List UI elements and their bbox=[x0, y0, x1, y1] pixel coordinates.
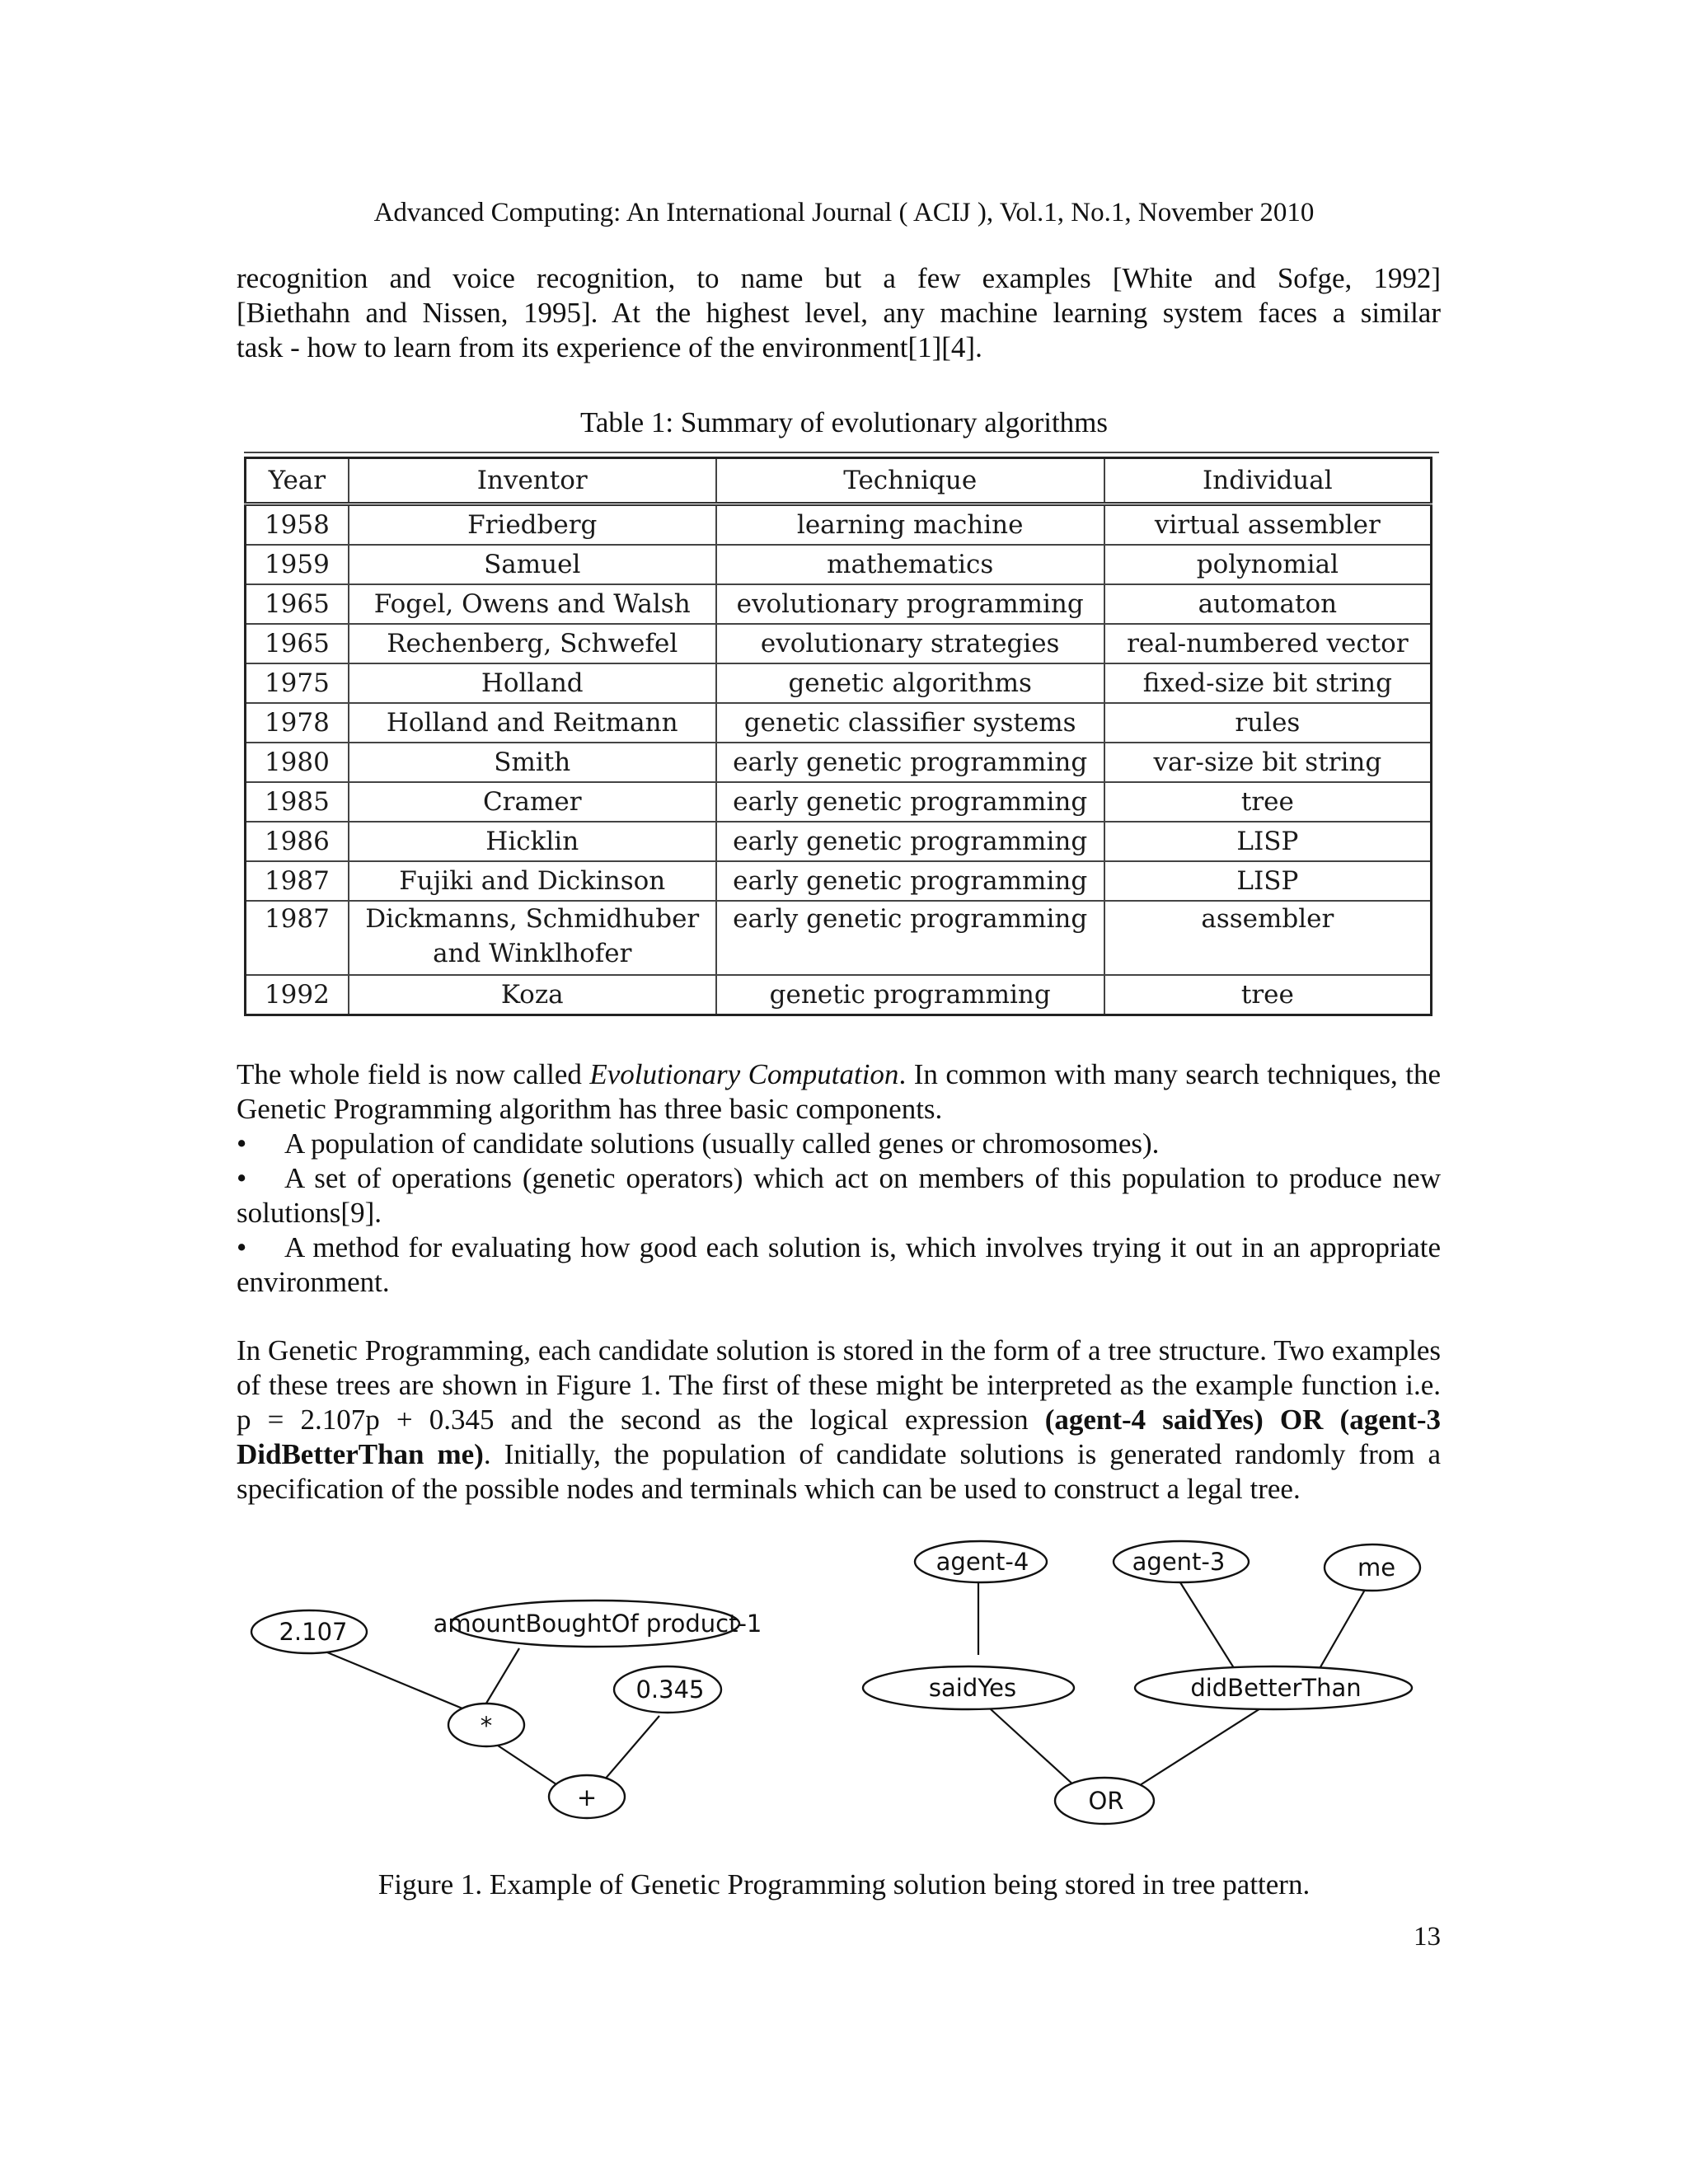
cell-year: 1987 bbox=[246, 901, 349, 975]
bullet-item bbox=[237, 1127, 1441, 1161]
cell-year: 1985 bbox=[246, 782, 349, 822]
intro-line-2: [Biethahn and Nissen, 1995]. At the highest level, any machine learning system faces a similar bbox=[237, 297, 1441, 329]
tree-text-2: . Initially, the population of candidate solutions is generated randomly from a specification of the possible nodes and terminals which can be used to construct a legal tree. bbox=[237, 1438, 1441, 1505]
cell-individual: polynomial bbox=[1104, 545, 1432, 584]
cell-inventor: Samuel bbox=[349, 545, 716, 584]
table-row bbox=[246, 861, 1432, 901]
edge bbox=[482, 1648, 519, 1710]
cell-technique: early genetic programming bbox=[716, 782, 1104, 822]
gp-tree-figure bbox=[231, 1533, 1434, 1846]
cell-individual: assembler bbox=[1104, 901, 1432, 975]
table-caption: Table 1: Summary of evolutionary algorithms bbox=[579, 406, 1109, 438]
cell-individual: real-numbered vector bbox=[1104, 624, 1432, 663]
header-year: Year bbox=[246, 458, 349, 504]
bullet-dot: • bbox=[237, 1162, 247, 1194]
bullet-dot: • bbox=[237, 1231, 247, 1263]
bullet-item bbox=[237, 1230, 1441, 1300]
node-agent4-label: agent-4 bbox=[935, 1548, 1029, 1576]
cell-individual: LISP bbox=[1104, 822, 1432, 861]
node-0345-label: 0.345 bbox=[635, 1675, 705, 1704]
node-amount-label: amountBoughtOf product-1 bbox=[433, 1610, 762, 1638]
cell-year: 1987 bbox=[246, 861, 349, 901]
cell-technique: evolutionary strategies bbox=[716, 624, 1104, 663]
table-row bbox=[246, 901, 1432, 975]
edge bbox=[981, 1700, 1076, 1787]
cell-inventor: Fujiki and Dickinson bbox=[349, 861, 716, 901]
edge bbox=[1179, 1580, 1240, 1677]
cell-individual: tree bbox=[1104, 782, 1432, 822]
node-didbetter-label: didBetterThan bbox=[1190, 1674, 1362, 1702]
bullet-text: A set of operations (genetic operators) which act on members of this population to produce new solutions[9]. bbox=[237, 1162, 1441, 1229]
table-row bbox=[246, 743, 1432, 782]
cell-inventor: Hicklin bbox=[349, 822, 716, 861]
bullet-text: A population of candidate solutions (usually called genes or chromosomes). bbox=[284, 1127, 1160, 1160]
table-row bbox=[246, 584, 1432, 624]
running-header: Advanced Computing: An International Journal ( ACIJ ), Vol.1, No.1, November 2010 bbox=[373, 198, 1315, 227]
cell-individual: automaton bbox=[1104, 584, 1432, 624]
node-me-label: me bbox=[1357, 1554, 1396, 1582]
header-inventor: Inventor bbox=[349, 458, 716, 504]
table-row bbox=[246, 504, 1432, 546]
cell-technique: genetic programming bbox=[716, 975, 1104, 1015]
cell-individual: tree bbox=[1104, 975, 1432, 1015]
cell-individual: var-size bit string bbox=[1104, 743, 1432, 782]
cell-technique: early genetic programming bbox=[716, 861, 1104, 901]
tree-text-1: In Genetic Programming, each candidate solution is stored in the form of a tree structure. Two examples of these trees are shown in Figure 1. The first of these might be interpreted as the example function i.e. p = 2.107p + 0.345 and the second as the logical expression bbox=[237, 1334, 1441, 1436]
cell-inventor: Cramer bbox=[349, 782, 716, 822]
table-row bbox=[246, 975, 1432, 1015]
table-row bbox=[246, 822, 1432, 861]
cell-individual: fixed-size bit string bbox=[1104, 663, 1432, 703]
field-emphasis: Evolutionary Computation bbox=[589, 1058, 899, 1090]
cell-individual: LISP bbox=[1104, 861, 1432, 901]
cell-year: 1986 bbox=[246, 822, 349, 861]
cell-inventor: Holland and Reitmann bbox=[349, 703, 716, 743]
cell-technique: genetic classifier systems bbox=[716, 703, 1104, 743]
node-times-label: * bbox=[480, 1712, 493, 1740]
cell-technique: learning machine bbox=[716, 504, 1104, 546]
table-header-row bbox=[246, 458, 1432, 504]
node-or-label: OR bbox=[1088, 1787, 1124, 1815]
table-row bbox=[246, 624, 1432, 663]
cell-year: 1958 bbox=[246, 504, 349, 546]
evolutionary-algorithms-table bbox=[244, 457, 1432, 1016]
intro-paragraph bbox=[237, 261, 1441, 365]
cell-inventor: Koza bbox=[349, 975, 716, 1015]
cell-inventor: Holland bbox=[349, 663, 716, 703]
bullet-item bbox=[237, 1161, 1441, 1230]
edge bbox=[1137, 1700, 1273, 1787]
cell-year: 1965 bbox=[246, 584, 349, 624]
cell-technique: evolutionary programming bbox=[716, 584, 1104, 624]
node-2107-label: 2.107 bbox=[279, 1618, 348, 1646]
table-top-rule bbox=[244, 452, 1439, 453]
cell-inventor: Dickmanns, Schmidhuber and Winklhofer bbox=[349, 901, 716, 975]
components-section bbox=[237, 1057, 1441, 1300]
figure-caption: Figure 1. Example of Genetic Programming solution being stored in tree pattern. bbox=[377, 1868, 1311, 1900]
node-agent3-label: agent-3 bbox=[1132, 1548, 1226, 1576]
field-text-before: The whole field is now called bbox=[237, 1058, 590, 1090]
node-saidyes-label: saidYes bbox=[928, 1674, 1017, 1702]
tree-text-bold: (agent-4 saidYes) OR (agent-3 DidBetterThan me) bbox=[237, 1404, 1441, 1470]
table-row bbox=[246, 782, 1432, 822]
cell-technique: early genetic programming bbox=[716, 901, 1104, 975]
edge bbox=[317, 1648, 486, 1718]
tree-labels bbox=[279, 1548, 1395, 1815]
node-plus-label: + bbox=[576, 1783, 598, 1811]
header-individual: Individual bbox=[1104, 458, 1432, 504]
cell-technique: genetic algorithms bbox=[716, 663, 1104, 703]
bullet-text: A method for evaluating how good each solution is, which involves trying it out in an appropriate environment. bbox=[237, 1231, 1441, 1298]
cell-year: 1959 bbox=[246, 545, 349, 584]
page-number: 13 bbox=[1414, 1922, 1441, 1952]
intro-line-3: task - how to learn from its experience of the environment[1][4]. bbox=[237, 331, 982, 363]
table-container bbox=[244, 452, 1439, 1016]
intro-line-1: recognition and voice recognition, to name but a few examples [White and Sofge, 1992] bbox=[237, 262, 1441, 294]
header-technique: Technique bbox=[716, 458, 1104, 504]
cell-year: 1992 bbox=[246, 975, 349, 1015]
cell-year: 1965 bbox=[246, 624, 349, 663]
edge bbox=[1315, 1584, 1368, 1677]
cell-individual: rules bbox=[1104, 703, 1432, 743]
field-paragraph bbox=[237, 1057, 1441, 1127]
cell-inventor: Smith bbox=[349, 743, 716, 782]
cell-year: 1975 bbox=[246, 663, 349, 703]
cell-technique: early genetic programming bbox=[716, 743, 1104, 782]
cell-inventor: Rechenberg, Schwefel bbox=[349, 624, 716, 663]
field-text-after: . In common with many search techniques, the Genetic Programming algorithm has three basic components. bbox=[237, 1058, 1441, 1125]
table-row bbox=[246, 703, 1432, 743]
tree-paragraph bbox=[237, 1333, 1441, 1507]
bullet-dot: • bbox=[237, 1127, 247, 1160]
cell-inventor: Friedberg bbox=[349, 504, 716, 546]
cell-inventor: Fogel, Owens and Walsh bbox=[349, 584, 716, 624]
table-row bbox=[246, 545, 1432, 584]
cell-year: 1978 bbox=[246, 703, 349, 743]
cell-year: 1980 bbox=[246, 743, 349, 782]
table-row bbox=[246, 663, 1432, 703]
cell-technique: mathematics bbox=[716, 545, 1104, 584]
cell-technique: early genetic programming bbox=[716, 822, 1104, 861]
cell-individual: virtual assembler bbox=[1104, 504, 1432, 546]
